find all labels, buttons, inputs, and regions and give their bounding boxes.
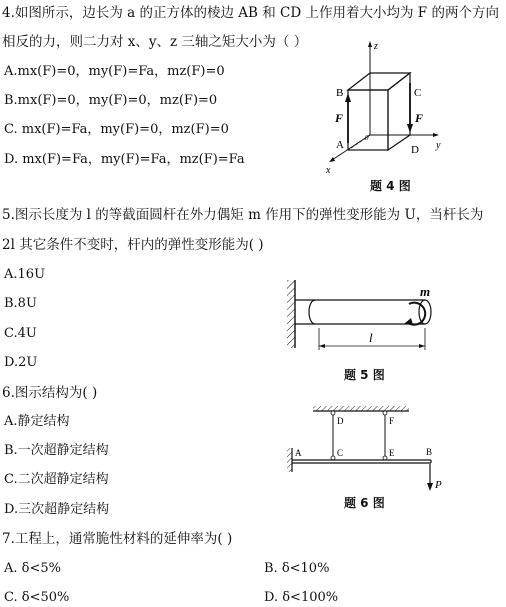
q5-stem-line1: 5.图示长度为 l 的等截面圆杆在外力偶矩 m 作用下的弹性变形能为 U，当杆长为 (2, 207, 484, 223)
beam-label-a: A (295, 448, 302, 458)
cube-label-x: x (326, 165, 331, 176)
q7-option-c: C. δ<50% (4, 590, 70, 605)
cube-label-a: A (336, 139, 344, 151)
q5-option-c: C.4U (4, 326, 37, 341)
rod-label-l: l (369, 330, 373, 345)
cube-figure (318, 38, 448, 178)
figure6-caption: 题 6 图 (344, 496, 385, 510)
cube-label-f2: F (415, 111, 424, 125)
q4-option-d: D. mx(F)=Fa，my(F)=Fa，mz(F)=Fa (4, 152, 245, 167)
rod-figure (283, 278, 443, 358)
figure4-caption: 题 4 图 (370, 179, 411, 193)
beam-label-e: E (389, 448, 395, 458)
cube-label-c: C (414, 87, 422, 99)
beam-label-f: F (389, 416, 395, 426)
q5-stem-line2: 2l 其它条件不变时，杆内的弹性变形能为( ) (2, 237, 264, 253)
figure5-caption: 题 5 图 (344, 368, 385, 382)
cube-label-d: D (411, 144, 419, 156)
q6-option-a: A.静定结构 (4, 414, 70, 429)
beam-label-c: C (337, 448, 344, 458)
q6-option-c: C.二次超静定结构 (4, 472, 109, 487)
rod-label-m: m (420, 284, 431, 299)
q4-stem-line1: 4.如图所示，边长为 a 的正方体的棱边 AB 和 CD 上作用着大小均为 F 的两个方向 (2, 5, 499, 21)
q6-stem: 6.图示结构为( ) (2, 385, 98, 401)
cube-label-f1: F (335, 111, 344, 125)
q7-option-d: D. δ<100% (264, 590, 339, 605)
cube-label-b: B (336, 87, 344, 99)
q7-option-b: B. δ<10% (264, 561, 330, 576)
q4-option-c: C. mx(F)=Fa，my(F)=0，mz(F)=0 (4, 122, 229, 137)
q4-stem-line2: 相反的力，则二力对 x、y、z 三轴之矩大小为（ ） (2, 34, 308, 50)
beam-label-d: D (337, 416, 344, 426)
q5-option-d: D.2U (4, 355, 38, 370)
beam-label-b: B (426, 447, 433, 457)
q5-option-b: B.8U (4, 296, 37, 311)
cube-label-origin: 0 (365, 134, 369, 142)
q7-option-a: A. δ<5% (4, 561, 61, 576)
beam-figure (283, 404, 443, 492)
q5-option-a: A.16U (4, 267, 46, 282)
q7-stem: 7.工程上，通常脆性材料的延伸率为( ) (2, 531, 233, 547)
beam-label-p: P (435, 479, 442, 491)
q6-option-b: B.一次超静定结构 (4, 443, 109, 458)
q4-option-b: B.mx(F)=0，my(F)=0，mz(F)=0 (4, 93, 218, 108)
cube-label-z: z (374, 41, 378, 52)
cube-label-y: y (436, 140, 441, 151)
q6-option-d: D.三次超静定结构 (4, 502, 110, 517)
q4-option-a: A.mx(F)=0，my(F)=Fa，mz(F)=0 (4, 64, 225, 79)
